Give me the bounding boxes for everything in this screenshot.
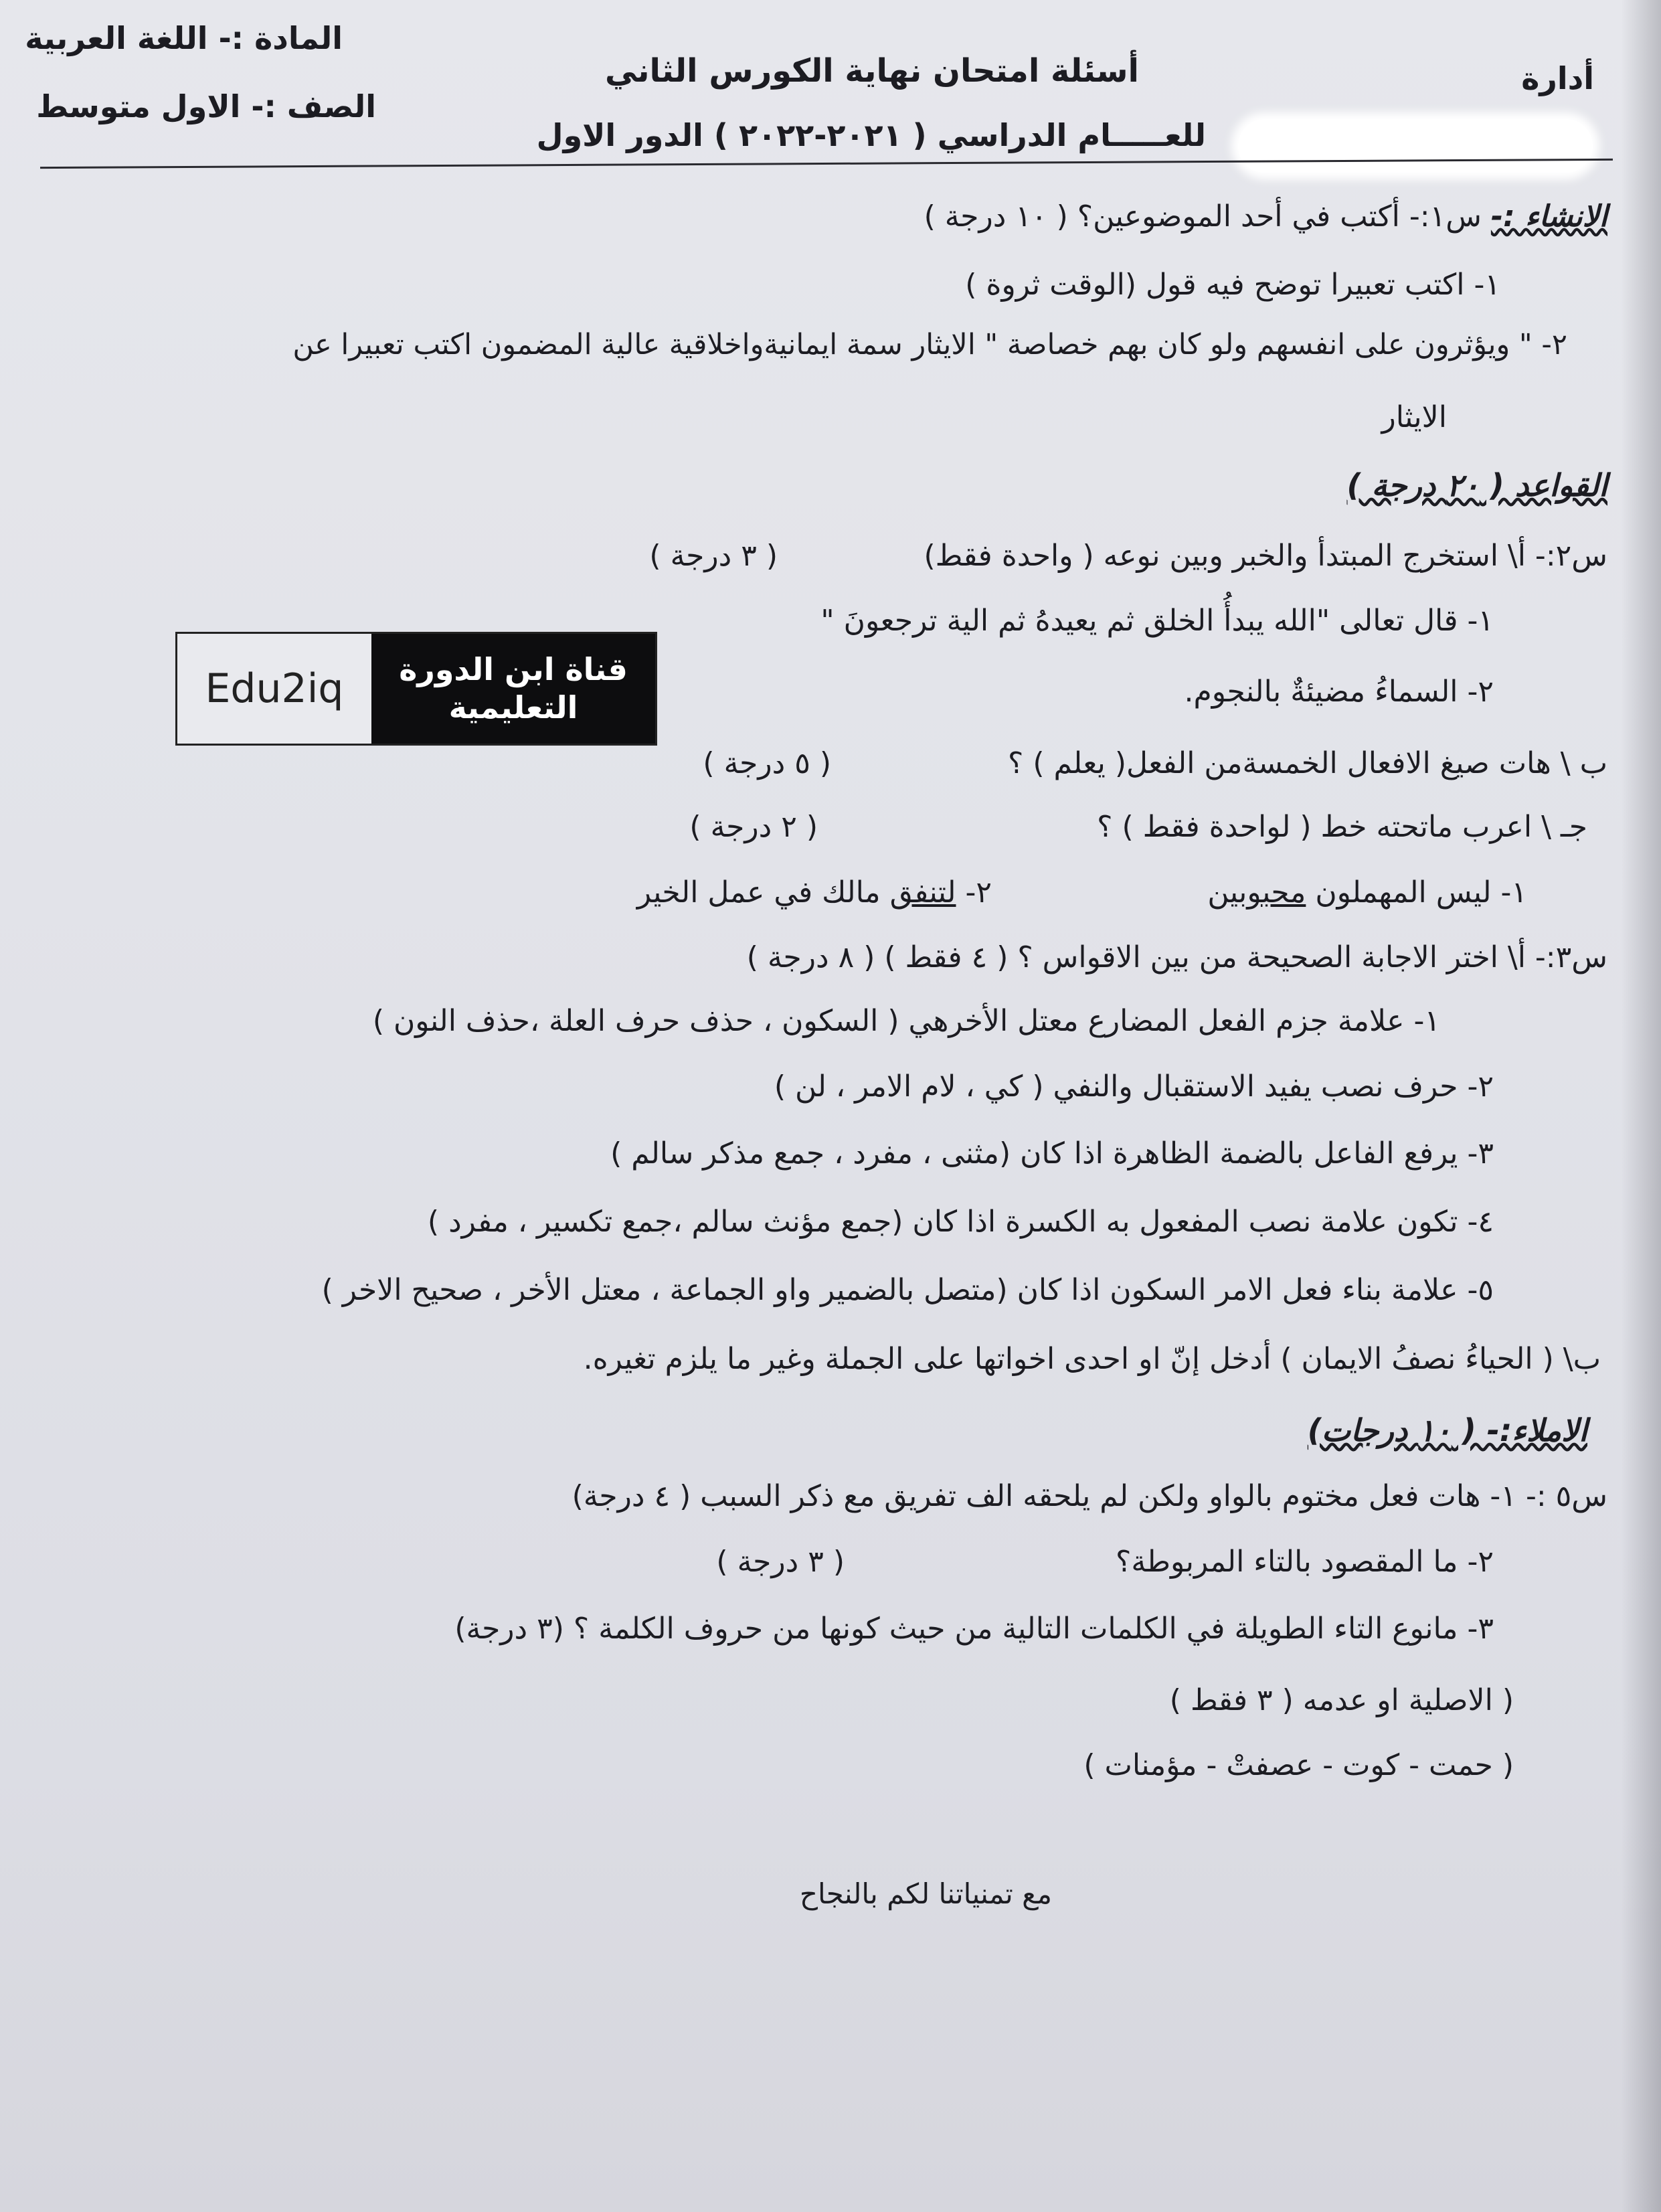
q2b-marks: ( ٥ درجة ): [703, 746, 831, 780]
dictation-section-label: الاملاء:- ( ١٠ درجات): [1307, 1412, 1587, 1448]
q2c-prompt: جـ \ اعرب ماتحته خط ( لواحدة فقط ) ؟: [1097, 810, 1587, 844]
redaction-mark: [1238, 119, 1593, 173]
q2a-prompt: س٢:- أ\ استخرج المبتدأ والخبر وبين نوعه ( واحدة فقط): [924, 539, 1607, 573]
footer-wishes: مع تمنياتنا لكم بالنجاح: [799, 1877, 1052, 1910]
q2c-marks: ( ٢ درجة ): [689, 810, 818, 844]
logo-arabic-block: [371, 634, 655, 744]
logo-latin-text: Edu2iq: [177, 634, 371, 744]
q3-item-3: ٣- يرفع الفاعل بالضمة الظاهرة اذا كان (مثنى ، مفرد ، جمع مذكر سالم ): [610, 1136, 1494, 1171]
q2a-item-1: ١- قال تعالى "الله يبدأُ الخلق ثم يعيدهُ ثم الية ترجعونَ ": [820, 604, 1494, 638]
q2c-item-2-underlined: لتنفق: [889, 875, 956, 910]
q5-item-3-words: ( حمت - كوت - عصفتْ - مؤمنات ): [1083, 1748, 1514, 1782]
page-shadow: [1621, 0, 1661, 2212]
q3-item-1: ١- علامة جزم الفعل المضارع معتل الأخرهي ( السكون ، حذف حرف العلة ،حذف النون ): [372, 1004, 1440, 1038]
essay-section-label: الانشاء :-: [1490, 199, 1607, 234]
exam-title: أسئلة امتحان نهاية الكورس الثاني: [604, 52, 1139, 90]
q2c-item-1-underlined: محبوبين: [1207, 875, 1306, 910]
q1-item-2-line-2: الايثار: [1381, 400, 1447, 434]
q3a-prompt: س٣:- أ\ اختر الاجابة الصحيحة من بين الاقواس ؟ ( ٤ فقط ) ( ٨ درجة ): [746, 940, 1607, 974]
logo-arabic-line-1: قناة ابن الدورة: [399, 651, 628, 687]
q5-item-2: ٢- ما المقصود بالتاء المربوطة؟: [1116, 1545, 1494, 1579]
q5-item-2-marks: ( ٣ درجة ): [716, 1545, 845, 1579]
q3-item-2: ٢- حرف نصب يفيد الاستقبال والنفي ( كي ، لام الامر ، لن ): [774, 1070, 1494, 1104]
exam-year: للعـــــام الدراسي ( ٢٠٢١-٢٠٢٢ ) الدور الاول: [536, 117, 1206, 153]
q1-item-1: ١- اكتب تعبيرا توضح فيه قول (الوقت ثروة ): [965, 268, 1500, 302]
q2c-item-2: [637, 875, 992, 911]
subject-label: المادة :- اللغة العربية: [25, 20, 343, 56]
q3-item-4: ٤- تكون علامة نصب المفعول به الكسرة اذا كان (جمع مؤنث سالم ،جمع تكسير ، مفرد ): [427, 1205, 1494, 1239]
q5-item-1: س٥ :- ١- هات فعل مختوم بالواو ولكن لم يلحقه الف تفريق مع ذكر السبب ( ٤ درجة): [572, 1479, 1607, 1513]
q5-item-3: ٣- مانوع التاء الطويلة في الكلمات التالية من حيث كونها من حروف الكلمة ؟ (٣ درجة): [454, 1612, 1494, 1646]
q1-prompt: [924, 199, 1607, 235]
q2c-item-1-text: ١- ليس المهملون: [1306, 875, 1527, 910]
q2c-item-2-text: مالك في عمل الخير: [636, 875, 890, 910]
administration-label: أدارة: [1521, 60, 1594, 96]
grammar-section-label: القواعد ( ٢٠ درجة ): [1346, 467, 1607, 503]
channel-logo: [175, 632, 657, 746]
q2a-item-2: ٢- السماءُ مضيئةٌ بالنجوم.: [1184, 675, 1494, 709]
q2c-item-1: [1207, 875, 1527, 911]
q3b-prompt: ب\ ( الحياءُ نصفُ الايمان ) أدخل إنّ او احدى اخواتها على الجملة وغير ما يلزم تغيره.: [583, 1342, 1601, 1376]
q2c-item-2-number: ٢-: [956, 875, 992, 910]
q5-item-3-subnote: ( الاصلية او عدمه ( ٣ فقط ): [1169, 1683, 1514, 1717]
q3-item-5: ٥- علامة بناء فعل الامر السكون اذا كان (متصل بالضمير واو الجماعة ، معتل الأخر ، صحيح الاخر ): [321, 1273, 1494, 1307]
grade-label: الصف :- الاول متوسط: [36, 88, 376, 124]
q1-item-2-line-1: ٢- " ويؤثرون على انفسهم ولو كان بهم خصاصة " الايثار سمة ايمانيةواخلاقية عالية المضمون اكتب تعبيرا عن: [292, 328, 1567, 361]
q2a-marks: ( ٣ درجة ): [649, 539, 778, 573]
logo-arabic-line-2: التعليمية: [448, 689, 578, 726]
q1-text: س١:- أكتب في أحد الموضوعين؟ ( ١٠ درجة ): [924, 199, 1482, 234]
q2b-prompt: ب \ هات صيغ الافعال الخمسةمن الفعل( يعلم ) ؟: [1008, 746, 1607, 780]
